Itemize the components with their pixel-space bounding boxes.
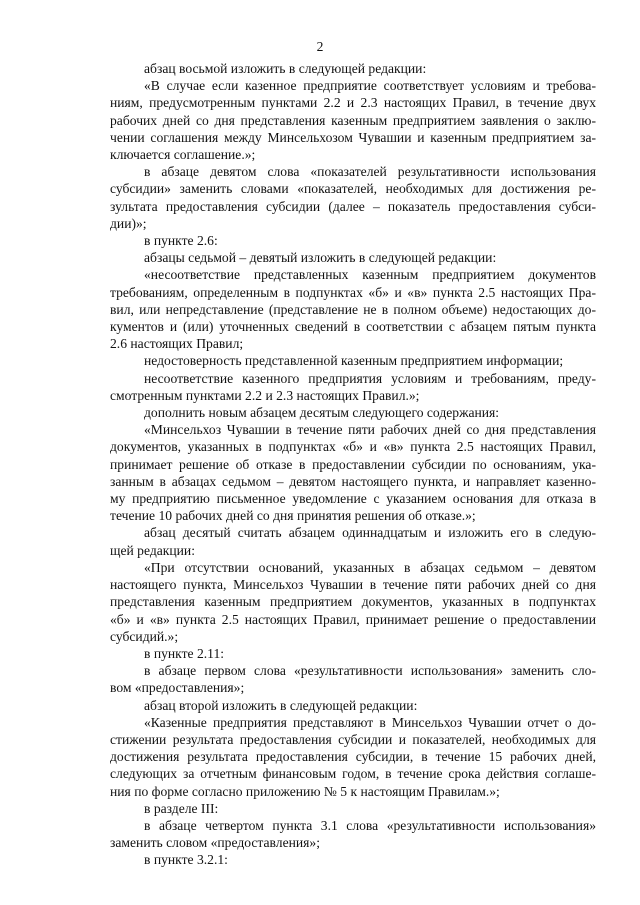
paragraph bbox=[110, 524, 596, 558]
text-line: «б» и «в» пункта 2.5 настоящих Правил, принимает решение о предоставлении bbox=[110, 611, 596, 627]
text-line: щей редакции: bbox=[110, 542, 195, 558]
text-line: абзац восьмой изложить в следующей редакции: bbox=[144, 61, 427, 76]
text-line: дии)»; bbox=[110, 215, 147, 231]
paragraph bbox=[110, 421, 596, 524]
text-line: «При отсутствии оснований, указанных в абзацах седьмом – девятом bbox=[144, 559, 596, 575]
text-line: вом «предоставления»; bbox=[110, 680, 245, 696]
text-line: следующих за отчетным финансовым годом, в течение срока действия соглаше- bbox=[110, 766, 596, 782]
text-line: заменить словом «предоставления»; bbox=[110, 835, 320, 851]
text-line: настоящего пункта, Минсельхоз Чувашии в течение пяти рабочих дней со дня bbox=[110, 577, 596, 593]
text-line: занным в абзацах седьмом – девятом настоящего пункта, и направляет казенно- bbox=[110, 473, 596, 489]
text-line: достижения результата предоставления субсидии, в течение 15 рабочих дней, bbox=[110, 749, 596, 765]
paragraph bbox=[110, 697, 596, 714]
text-line: в абзаце четвертом пункта 3.1 слова «результативности использования» bbox=[144, 817, 596, 833]
text-line: кументов и (или) уточненных сведений в соответствии с абзацем пятым пункта bbox=[110, 319, 596, 335]
paragraph bbox=[110, 77, 596, 163]
text-line: в пункте 2.11: bbox=[144, 645, 225, 661]
text-line: чении соглашения между Минсельхозом Чувашии и казенным предприятием за- bbox=[110, 129, 596, 145]
text-line: абзацы седьмой – девятый изложить в следующей редакции: bbox=[144, 250, 497, 266]
paragraph bbox=[110, 559, 596, 645]
paragraph bbox=[110, 645, 596, 662]
text-line: требованиям, определенным в подпунктах «б» и «в» пункта 2.5 настоящих Пра- bbox=[110, 284, 596, 300]
text-line: абзац второй изложить в следующей редакции: bbox=[144, 697, 418, 713]
text-line: ключается соглашение.»; bbox=[110, 147, 256, 163]
paragraph bbox=[110, 232, 596, 249]
text-line: документов, указанных в подпунктах «б» и «в» пункта 2.5 настоящих Правил, bbox=[110, 439, 596, 455]
text-line: «несоответствие представленных казенным предприятием документов bbox=[144, 267, 596, 283]
text-line: принимает решение об отказе в предоставлении субсидии по основаниям, ука- bbox=[110, 456, 596, 472]
text-line: вил, или непредставление (представление не в полном объеме) недостающих до- bbox=[110, 301, 596, 317]
text-line: ния по форме согласно приложению № 5 к настоящим Правилам.»; bbox=[110, 783, 500, 799]
paragraph bbox=[110, 60, 596, 77]
text-line: «Минсельхоз Чувашии в течение пяти рабочих дней со дня представления bbox=[144, 422, 596, 438]
paragraph bbox=[110, 714, 596, 800]
paragraph bbox=[110, 404, 596, 421]
paragraph bbox=[110, 800, 596, 817]
text-line: ниям, предусмотренным пунктами 2.2 и 2.3 настоящих Правил, в течение двух bbox=[110, 95, 596, 111]
text-line: в разделе III: bbox=[144, 800, 219, 816]
paragraph bbox=[110, 249, 596, 266]
paragraph bbox=[110, 163, 596, 232]
text-line: в пункте 3.2.1: bbox=[144, 852, 228, 868]
text-line: субсидии» заменить словами «показателей, необходимых для достижения ре- bbox=[110, 181, 596, 197]
page-number: 2 bbox=[316, 39, 324, 54]
paragraph bbox=[110, 370, 596, 404]
text-line: недостоверность представленной казенным предприятием информации; bbox=[144, 353, 564, 369]
paragraph bbox=[110, 662, 596, 696]
document-body bbox=[110, 60, 596, 869]
text-line: в абзаце первом слова «результативности использования» заменить сло- bbox=[144, 663, 596, 679]
text-line: в пункте 2.6: bbox=[144, 233, 218, 249]
text-line: смотренным пунктами 2.2 и 2.3 настоящих Правил.»; bbox=[110, 387, 420, 403]
text-line: стижении результата предоставления субсидии и показателей, необходимых для bbox=[110, 731, 596, 747]
text-line: рабочих дней со дня представления казенным предприятием заявления о заклю- bbox=[110, 112, 596, 128]
paragraph bbox=[110, 266, 596, 352]
text-line: 2.6 настоящих Правил; bbox=[110, 336, 244, 352]
text-line: субсидий.»; bbox=[110, 628, 179, 644]
text-line: абзац десятый считать абзацем одиннадцатым и изложить его в следую- bbox=[144, 525, 596, 541]
text-line: дополнить новым абзацем десятым следующего содержания: bbox=[144, 405, 500, 421]
text-line: зультата предоставления субсидии (далее – показатель предоставления субси- bbox=[110, 198, 596, 214]
text-line: му предприятию письменное уведомление с указанием основания для отказа в bbox=[110, 491, 596, 507]
text-line: несоответствие казенного предприятия условиям и требованиям, преду- bbox=[144, 370, 596, 386]
paragraph bbox=[110, 817, 596, 851]
paragraph bbox=[110, 352, 596, 369]
text-line: в абзаце девятом слова «показателей результативности использования bbox=[144, 164, 596, 180]
text-line: «Казенные предприятия представляют в Минсельхоз Чувашии отчет о до- bbox=[144, 714, 596, 730]
paragraph bbox=[110, 851, 596, 868]
text-line: «В случае если казенное предприятие соответствует условиям и требова- bbox=[144, 78, 596, 94]
text-line: представления казенным предприятием документов, указанных в подпунктах bbox=[110, 594, 596, 610]
text-line: течение 10 рабочих дней со дня принятия решения об отказе.»; bbox=[110, 508, 476, 524]
